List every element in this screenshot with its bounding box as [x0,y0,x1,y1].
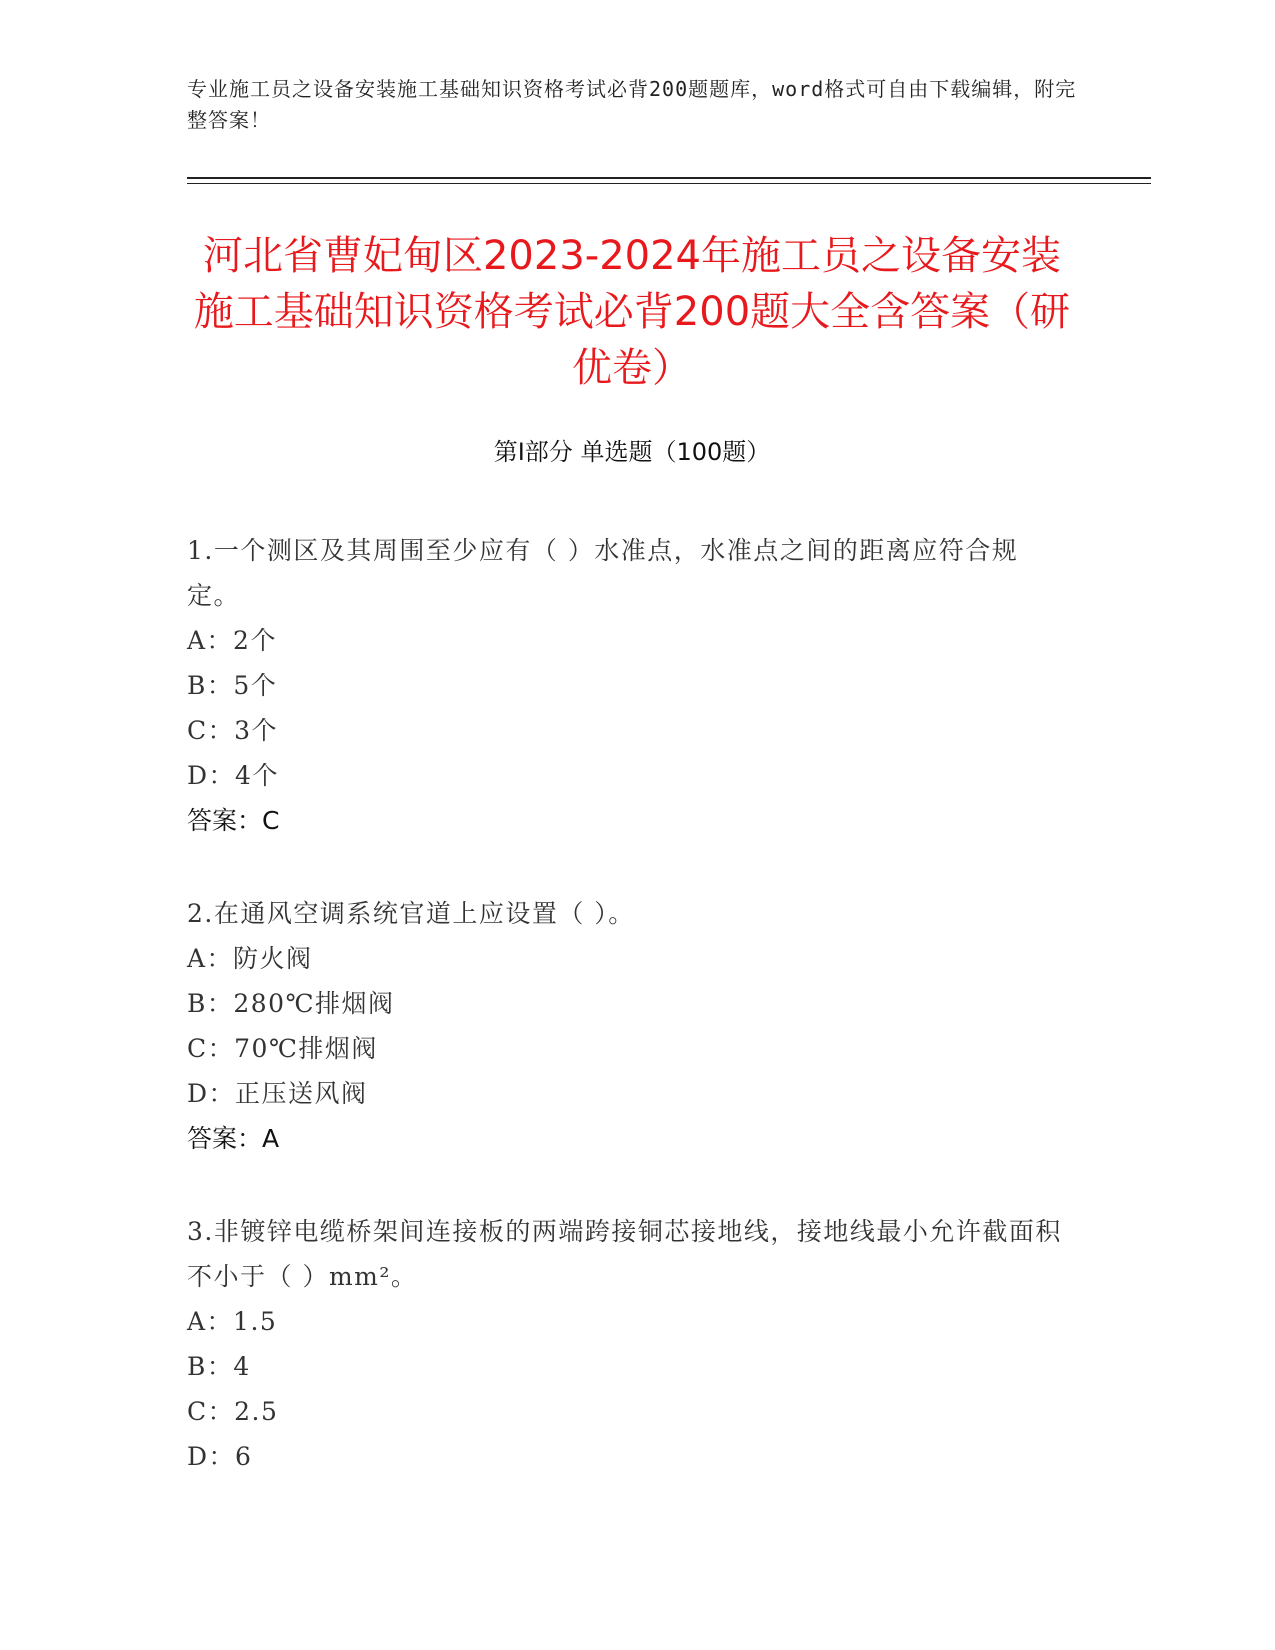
answer-line: 答案：C [187,806,280,835]
question-stem: 1.一个测区及其周围至少应有（ ）水准点，水准点之间的距离应符合规定。 [187,536,1019,610]
question-1 [187,528,1067,843]
option-d: D：4个 [187,761,279,790]
option-c: C：3个 [187,716,279,745]
section-heading: 第Ⅰ部分 单选题（100题） [493,438,771,466]
question-list [187,528,1067,1527]
option-a: A：1.5 [187,1307,278,1336]
option-d: D：正压送风阀 [187,1079,368,1108]
option-c: C：2.5 [187,1397,279,1426]
option-b: B：5个 [187,671,278,700]
option-a: A：2个 [187,626,277,655]
question-3 [187,1209,1067,1479]
header-rule-thick [187,177,1151,179]
option-b: B：4 [187,1352,251,1381]
option-d: D：6 [187,1442,253,1471]
option-c: C：70℃排烟阀 [187,1034,378,1063]
document-title: 河北省曹妃甸区2023-2024年施工员之设备安装施工基础知识资格考试必背200题大全含答案（研优卷） [193,233,1071,391]
question-stem: 2.在通风空调系统官道上应设置（ ）。 [187,899,635,928]
answer-line: 答案：A [187,1124,280,1153]
question-stem: 3.非镀锌电缆桥架间连接板的两端跨接铜芯接地线，接地线最小允许截面积不小于（ ）mm²。 [187,1217,1062,1291]
question-2 [187,891,1067,1161]
header-note: 专业施工员之设备安装施工基础知识资格考试必背200题题库，word格式可自由下载编辑，附完整答案！ [187,77,1077,132]
option-b: B：280℃排烟阀 [187,989,395,1018]
header-rule-thin [187,183,1151,184]
option-a: A：防火阀 [187,944,313,973]
